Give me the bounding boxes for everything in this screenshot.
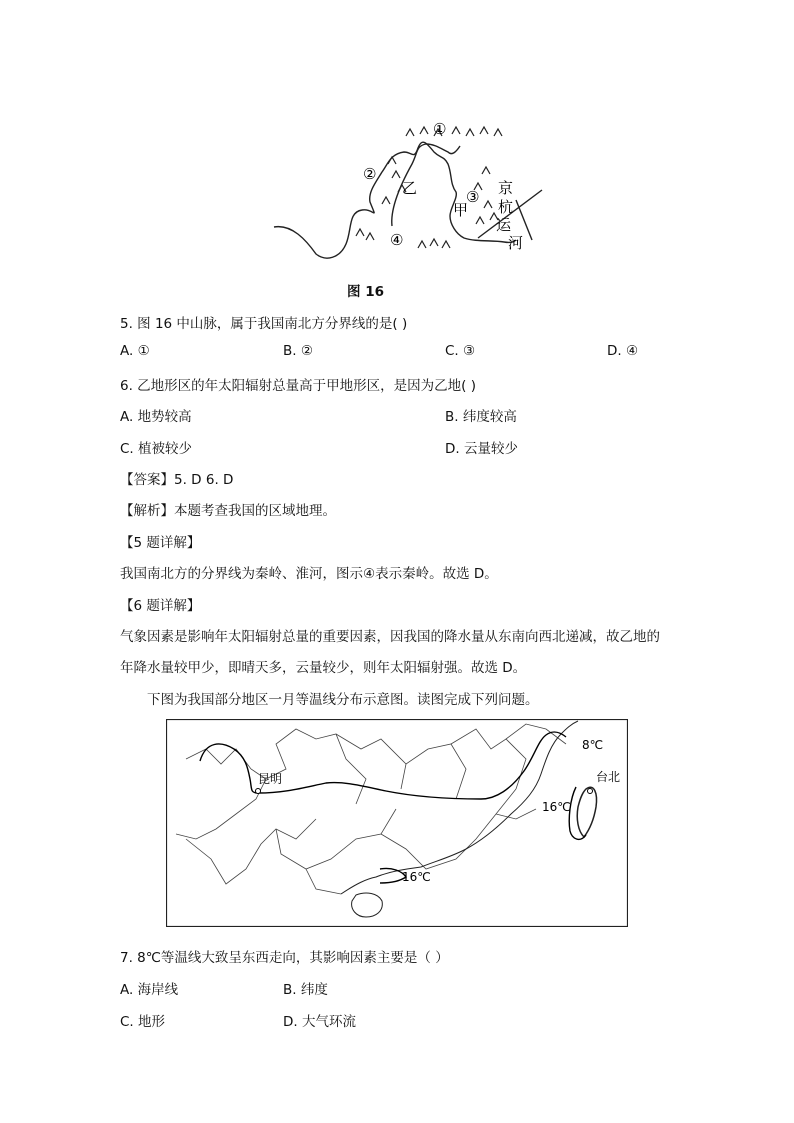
- label-mountain-2: ②: [363, 165, 377, 183]
- figure-16-caption: 图 16: [347, 284, 384, 300]
- answer-line: 【答案】5. D 6. D: [120, 472, 234, 488]
- q7-option-a: A. 海岸线: [120, 982, 179, 998]
- question-6: 6. 乙地形区的年太阳辐射总量高于甲地形区，是因为乙地( ): [120, 378, 476, 394]
- taipei-marker: [588, 789, 593, 794]
- analysis-line: 【解析】本题考查我国的区域地理。: [120, 503, 336, 519]
- detail-6-title: 【6 题详解】: [120, 598, 201, 614]
- q5-option-b: B. ②: [283, 343, 313, 359]
- label-8c: 8℃: [582, 738, 604, 752]
- label-kunming: 昆明: [258, 772, 283, 786]
- figure-16-map: [270, 112, 550, 272]
- detail-6-line-2: 年降水量较甲少，即晴天多，云量较少，则年太阳辐射强。故选 D。: [120, 660, 527, 676]
- label-jia: 甲: [453, 201, 469, 219]
- q5-option-a: A. ①: [120, 343, 150, 359]
- hainan-island: [352, 893, 383, 917]
- label-taipei: 台北: [596, 770, 621, 784]
- q6-option-d: D. 云量较少: [445, 441, 518, 457]
- question-5: 5. 图 16 中山脉，属于我国南北方分界线的是( ): [120, 316, 408, 332]
- q7-option-c: C. 地形: [120, 1014, 166, 1030]
- label-mountain-1: ①: [433, 120, 447, 138]
- q6-option-b: B. 纬度较高: [445, 409, 517, 425]
- isotherm-map: [166, 719, 628, 927]
- detail-5-text: 我国南北方的分界线为秦岭、淮河，图示④表示秦岭。故选 D。: [120, 566, 498, 582]
- q7-option-d: D. 大气环流: [283, 1014, 356, 1030]
- question-7: 7. 8℃等温线大致呈东西走向，其影响因素主要是（ ）: [120, 950, 449, 966]
- q6-option-c: C. 植被较少: [120, 441, 193, 457]
- label-he: 河: [508, 234, 524, 252]
- label-hang: 杭: [498, 198, 514, 216]
- detail-6-line-1: 气象因素是影响年太阳辐射总量的重要因素，因我国的降水量从东南向西北递减，故乙地的: [120, 629, 660, 645]
- map-intro: 下图为我国部分地区一月等温线分布示意图。读图完成下列问题。: [147, 692, 539, 708]
- q7-option-b: B. 纬度: [283, 982, 328, 998]
- mountain-symbols: [356, 127, 502, 248]
- detail-5-title: 【5 题详解】: [120, 535, 201, 551]
- label-16c-taiwan: 16℃: [542, 800, 571, 814]
- label-jing: 京: [498, 179, 514, 197]
- q5-option-d: D. ④: [607, 343, 639, 359]
- label-mountain-4: ④: [390, 231, 404, 249]
- q6-option-a: A. 地势较高: [120, 409, 192, 425]
- kunming-marker: [256, 789, 261, 794]
- label-mountain-3: ③: [466, 188, 480, 206]
- label-yun: 运: [496, 216, 512, 234]
- label-yi: 乙: [402, 179, 418, 197]
- q5-option-c: C. ③: [445, 343, 476, 359]
- label-16c-hainan: 16℃: [402, 870, 431, 884]
